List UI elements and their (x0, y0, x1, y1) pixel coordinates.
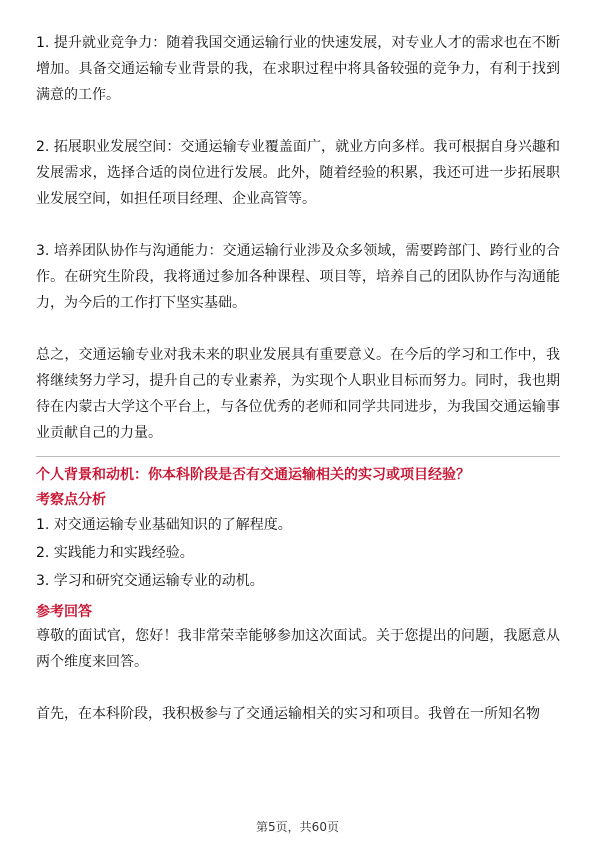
paragraph: 3. 培养团队协作与沟通能力：交通运输行业涉及众多领域，需要跨部门、跨行业的合作。在研究生阶段，我将通过参加各种课程、项目等，培养自己的团队协作与沟通能力，为今后的工作打下坚实基础。 (36, 243, 560, 311)
analysis-list (36, 511, 560, 595)
answer-paragraph: 尊敬的面试官，您好！我非常荣幸能够参加这次面试。关于您提出的问题，我愿意从两个维度来回答。 (36, 628, 560, 670)
list-item: 1. 对交通运输专业基础知识的了解程度。 (36, 517, 292, 533)
page-footer: 第5页，共60页 (256, 820, 339, 834)
answer-heading: 参考回答 (36, 604, 92, 620)
section-divider (36, 456, 560, 457)
page-content (36, 30, 560, 727)
interview-question: 个人背景和动机：你本科阶段是否有交通运输相关的实习或项目经验？ (36, 467, 470, 483)
paragraph: 总之，交通运输专业对我未来的职业发展具有重要意义。在今后的学习和工作中，我将继续努力学习，提升自己的专业素养，为实现个人职业目标而努力。同时，我也期待在内蒙古大学这个平台上，与各位优秀的老师和同学共同进步，为我国交通运输事业贡献自己的力量。 (36, 347, 560, 441)
answer-paragraph: 首先，在本科阶段，我积极参与了交通运输相关的实习和项目。我曾在一所知名物 (36, 706, 540, 722)
paragraph: 2. 拓展职业发展空间：交通运输专业覆盖面广，就业方向多样。我可根据自身兴趣和发展需求，选择合适的岗位进行发展。此外，随着经验的积累，我还可进一步拓展职业发展空间，如担任项目经理、企业高管等。 (36, 139, 560, 207)
list-item: 2. 实践能力和实践经验。 (36, 545, 194, 561)
paragraph: 1. 提升就业竞争力：随着我国交通运输行业的快速发展，对专业人才的需求也在不断增加。具备交通运输专业背景的我，在求职过程中将具备较强的竞争力，有利于找到满意的工作。 (36, 35, 560, 103)
analysis-heading: 考察点分析 (36, 492, 106, 508)
list-item: 3. 学习和研究交通运输专业的动机。 (36, 573, 264, 589)
